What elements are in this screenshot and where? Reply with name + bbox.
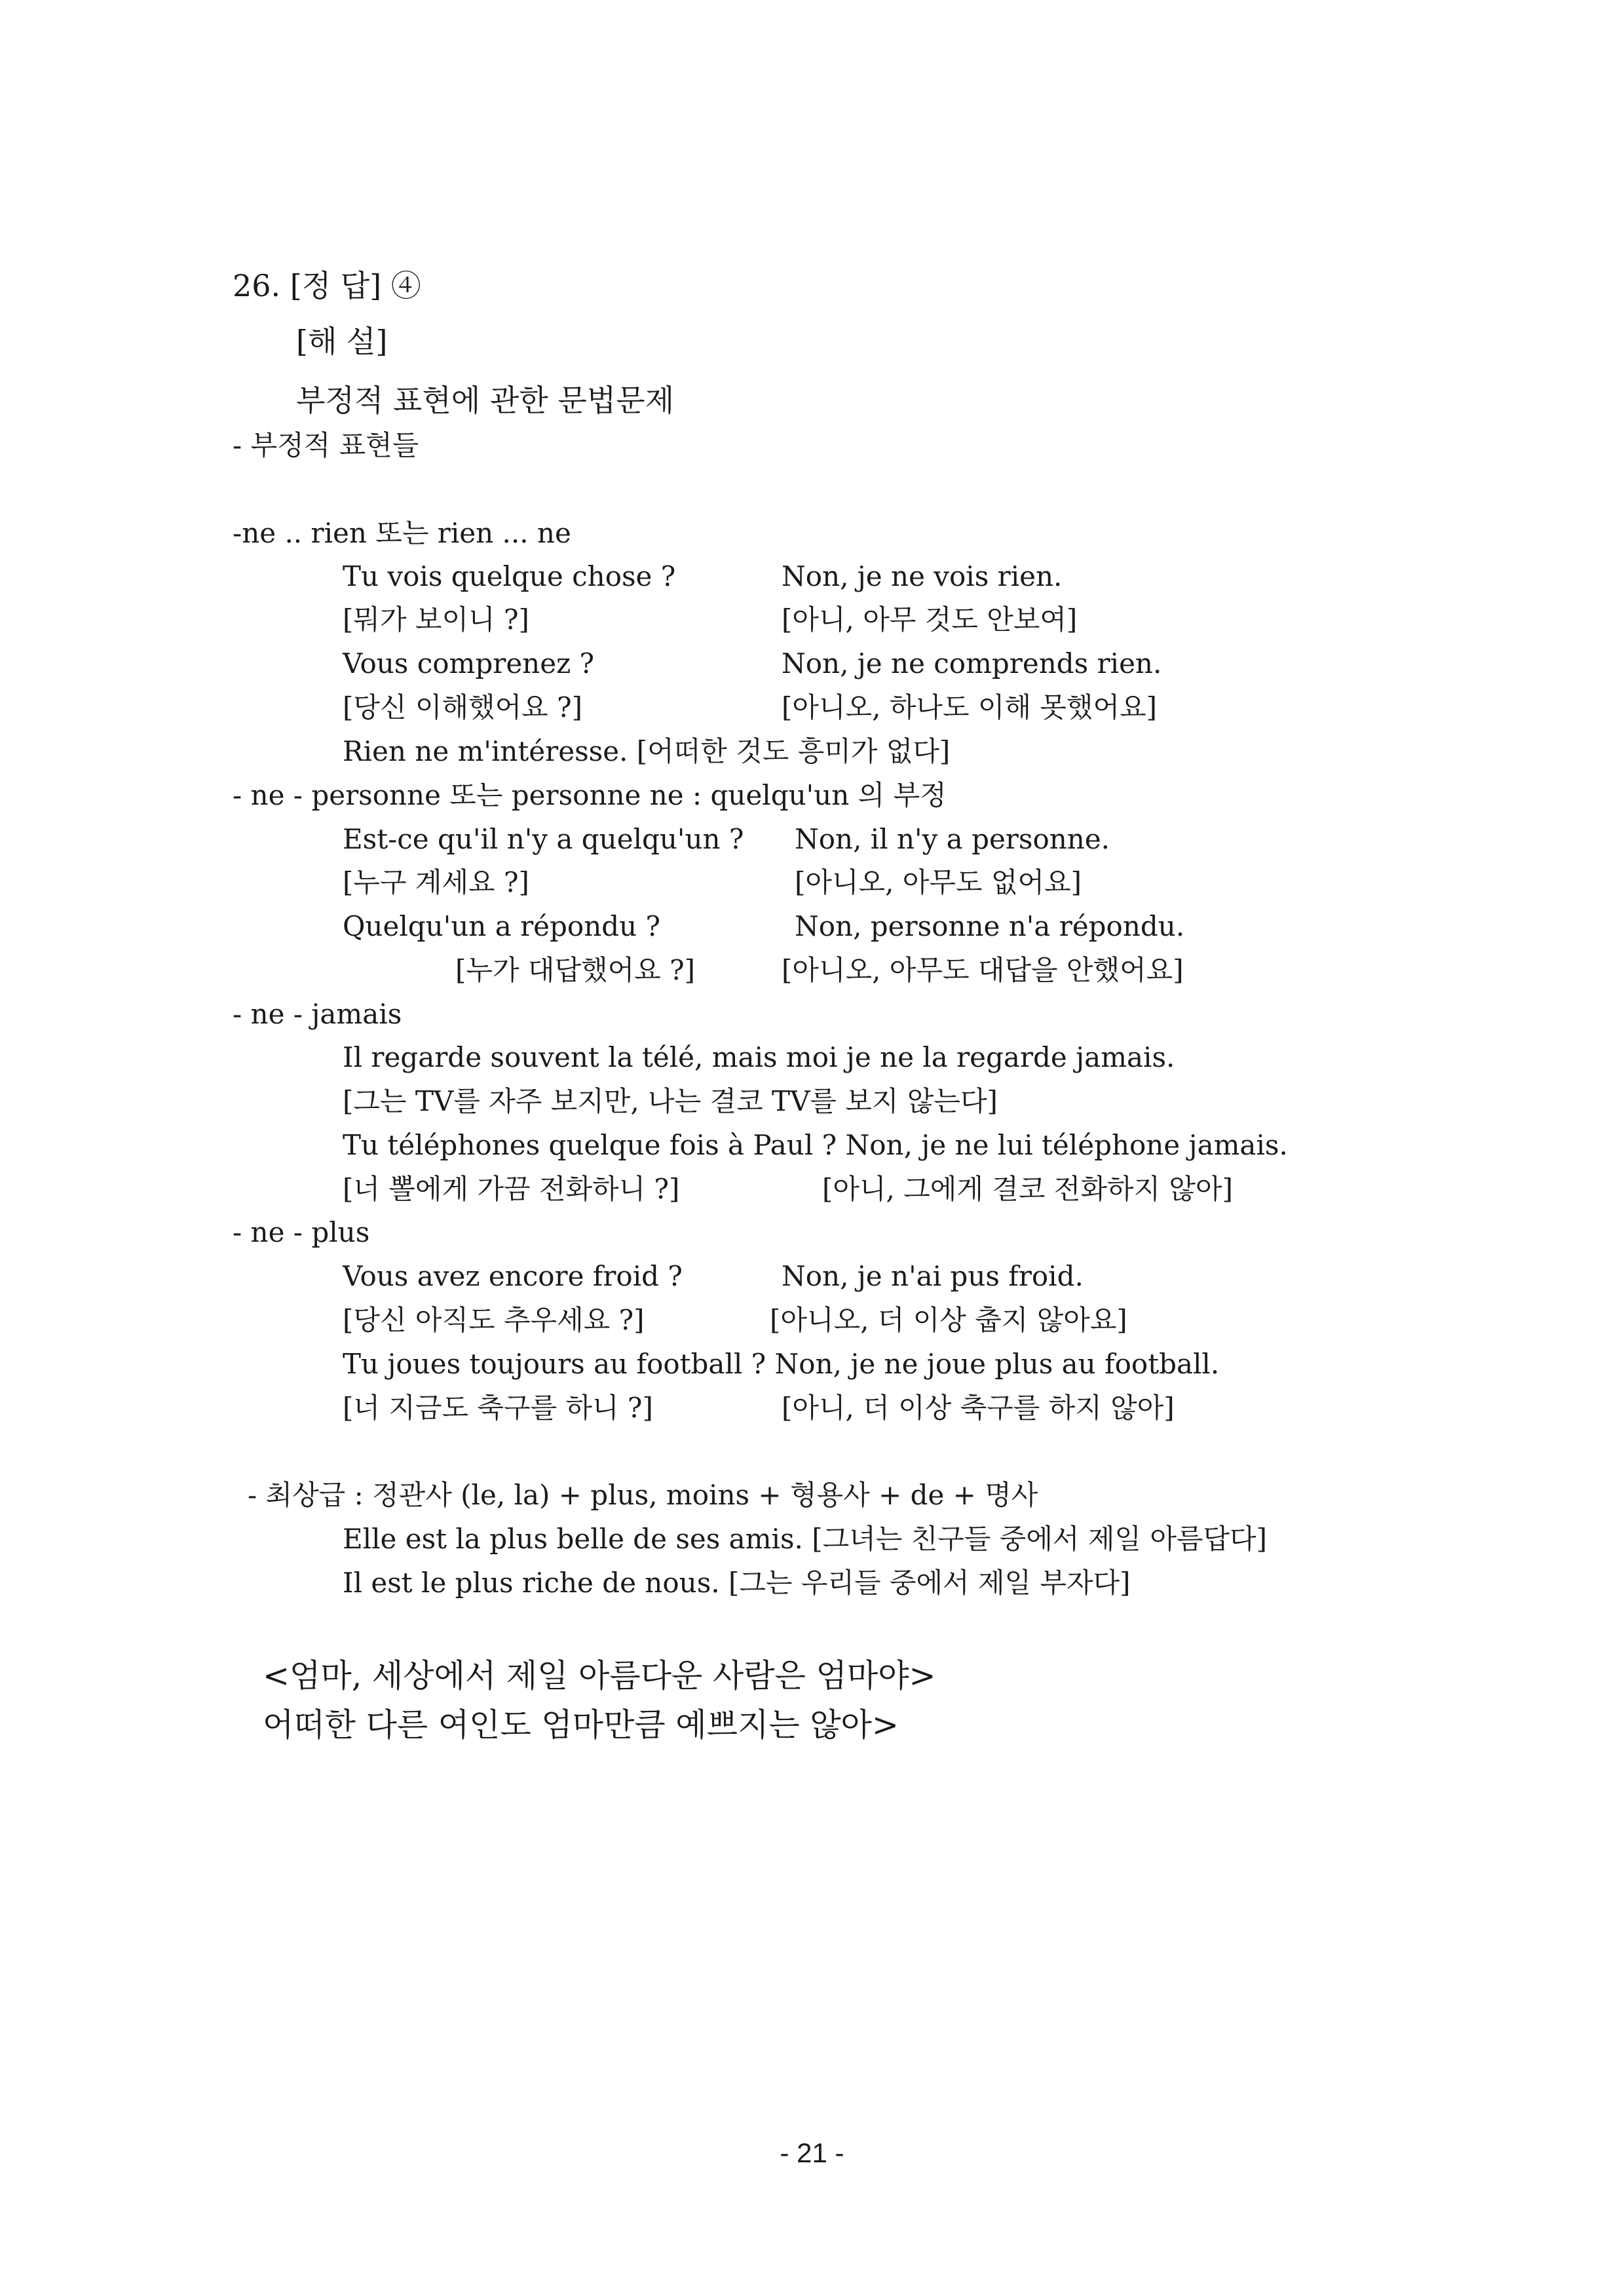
example-translation: [당신 아직도 추우세요 ?]: [343, 1304, 645, 1336]
example-sentence: Tu joues toujours au football ? Non, je ne joue plus au football.: [343, 1348, 1220, 1380]
example-translation: [너 지금도 축구를 하니 ?]: [343, 1392, 653, 1424]
commentary-label: [해 설]: [296, 324, 388, 359]
mom-quote: <엄마, 세상에서 제일 아름다운 사람은 엄마야>: [263, 1657, 936, 1694]
example-translation: [아니, 더 이상 축구를 하지 않아]: [782, 1392, 1175, 1424]
superlative-example: Il est le plus riche de nous. [그는 우리들 중에서 제일 부자다]: [343, 1567, 1131, 1599]
section-heading-rien: -ne .. rien 또는 rien ... ne: [233, 517, 571, 549]
example-translation: [누가 대답했어요 ?]: [455, 954, 695, 986]
subtitle: - 부정적 표현들: [233, 429, 419, 461]
example-translation: [누구 계세요 ?]: [343, 866, 529, 898]
superlative-example: Elle est la plus belle de ses amis. [그녀는 친구들 중에서 제일 아름답다]: [343, 1523, 1267, 1555]
example-translation: [아니, 아무 것도 안보여]: [782, 603, 1078, 636]
example-question: Vous comprenez ?: [343, 647, 595, 679]
example-translation: [아니오, 아무도 대답을 안했어요]: [782, 954, 1184, 986]
example-translation: [당신 이해했어요 ?]: [343, 691, 582, 723]
example-question: Vous avez encore froid ?: [343, 1260, 683, 1292]
section-heading-personne: - ne - personne 또는 personne ne : quelqu'un 의 부정: [233, 779, 947, 811]
example-translation: [뭐가 보이니 ?]: [343, 603, 529, 636]
example-answer: Non, il n'y a personne.: [795, 823, 1110, 855]
example-translation: [아니오, 하나도 이해 못했어요]: [782, 691, 1158, 723]
example-translation: [아니오, 더 이상 춥지 않아요]: [770, 1304, 1127, 1336]
example-question: Est-ce qu'il n'y a quelqu'un ?: [343, 823, 744, 855]
example-sentence: Tu téléphones quelque fois à Paul ? Non, je ne lui téléphone jamais.: [343, 1129, 1288, 1161]
example-translation: [아니, 그에게 결코 전화하지 않아]: [822, 1173, 1233, 1205]
section-heading-jamais: - ne - jamais: [233, 998, 402, 1030]
example-sentence: Rien ne m'intéresse. [어떠한 것도 흥미가 없다]: [343, 735, 951, 767]
example-answer: Non, je ne comprends rien.: [782, 647, 1162, 679]
superlative-heading: - 최상급 : 정관사 (le, la) + plus, moins + 형용사 + de + 명사: [248, 1479, 1038, 1511]
example-translation: [아니오, 아무도 없어요]: [795, 866, 1082, 898]
example-translation: [너 뽈에게 가끔 전화하니 ?]: [343, 1173, 680, 1205]
example-answer: Non, je n'ai pus froid.: [782, 1260, 1084, 1292]
example-answer: Non, personne n'a répondu.: [795, 910, 1185, 942]
section-heading-plus: - ne - plus: [233, 1216, 370, 1248]
example-answer: Non, je ne vois rien.: [782, 560, 1063, 592]
page-number: - 21 -: [780, 2137, 844, 2168]
example-question: Tu vois quelque chose ?: [343, 560, 676, 592]
mom-quote: 어떠한 다른 여인도 엄마만큼 예쁘지는 않아>: [263, 1706, 899, 1744]
topic-title: 부정적 표현에 관한 문법문제: [296, 383, 675, 418]
example-translation: [그는 TV를 자주 보지만, 나는 결코 TV를 보지 않는다]: [343, 1085, 998, 1117]
example-question: Quelqu'un a répondu ?: [343, 910, 661, 942]
question-header: 26. [정 답] ④: [233, 268, 421, 303]
example-sentence: Il regarde souvent la télé, mais moi je ne la regarde jamais.: [343, 1041, 1175, 1073]
